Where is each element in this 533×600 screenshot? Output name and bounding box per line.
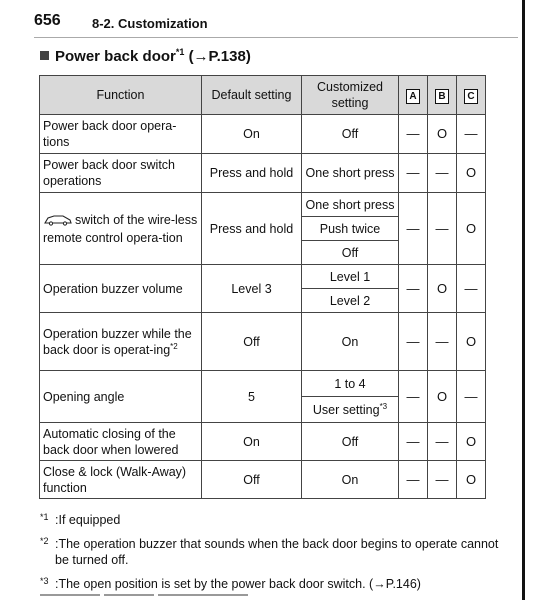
page-edge	[522, 0, 525, 600]
mark-a: —	[399, 371, 428, 423]
function-cell: Operation buzzer volume	[40, 265, 202, 313]
default-cell: Off	[202, 313, 302, 371]
section-reference[interactable]: (→P.138)	[188, 48, 251, 65]
header-customized	[302, 76, 399, 115]
page-number: 656	[34, 12, 61, 29]
custom-cell: Off	[302, 115, 399, 154]
section-footnote-mark: *1	[175, 47, 185, 57]
table-row	[40, 423, 486, 461]
custom-cell: One short press	[302, 154, 399, 193]
mark-a: —	[399, 115, 428, 154]
section-title	[40, 47, 251, 65]
mark-b: O	[428, 115, 457, 154]
header-default: Default setting	[202, 76, 302, 115]
box-letter-c: C	[464, 89, 478, 104]
function-cell: Automatic closing of the back door when lowered	[40, 423, 202, 461]
header-customized-line1: Customized	[317, 80, 383, 94]
mark-c: O	[457, 193, 486, 265]
table-row	[40, 371, 486, 397]
function-text: Operation buzzer while the back door is operat-ing	[43, 326, 192, 357]
footnote-mark: *1	[40, 512, 49, 522]
box-letter-a: A	[406, 89, 420, 104]
custom-cell: Off	[302, 423, 399, 461]
custom-cell: Off	[302, 241, 399, 265]
footnotes	[40, 512, 510, 600]
section-title-text: Power back door	[55, 48, 176, 65]
table-row	[40, 461, 486, 499]
custom-cell: 1 to 4	[302, 371, 399, 397]
settings-table	[39, 75, 486, 499]
custom-cell: Level 2	[302, 289, 399, 313]
function-cell: Power back door switch operations	[40, 154, 202, 193]
table-row	[40, 115, 486, 154]
footnote-1	[40, 512, 510, 528]
default-cell: Press and hold	[202, 193, 302, 265]
custom-cell: On	[302, 461, 399, 499]
table-row	[40, 154, 486, 193]
mark-a: —	[399, 265, 428, 313]
mark-a: —	[399, 423, 428, 461]
box-letter-b: B	[435, 89, 449, 104]
default-cell: Press and hold	[202, 154, 302, 193]
custom-cell	[302, 397, 399, 423]
mark-a: —	[399, 154, 428, 193]
square-bullet-icon	[40, 51, 49, 60]
function-cell: Power back door opera-tions	[40, 115, 202, 154]
mark-a: —	[399, 193, 428, 265]
footnote-text: :The open position is set by the power back door switch. (→P.146)	[55, 577, 421, 591]
header-a	[399, 76, 428, 115]
table-row	[40, 265, 486, 289]
mark-b: —	[428, 423, 457, 461]
default-cell: Level 3	[202, 265, 302, 313]
function-cell: Close & lock (Walk-Away) function	[40, 461, 202, 499]
custom-cell: Push twice	[302, 217, 399, 241]
custom-cell: On	[302, 313, 399, 371]
function-cell	[40, 313, 202, 371]
mark-a: —	[399, 461, 428, 499]
footnote-mark: *3	[379, 401, 388, 411]
table-row	[40, 313, 486, 371]
footnote-mark: *3	[40, 576, 49, 586]
table-header-row	[40, 76, 486, 115]
footnote-text: :The operation buzzer that sounds when the back door begins to operate cannot be turned off.	[55, 537, 499, 567]
mark-a: —	[399, 313, 428, 371]
mark-b: —	[428, 313, 457, 371]
car-key-icon	[43, 214, 73, 230]
mark-b: —	[428, 193, 457, 265]
header-function: Function	[40, 76, 202, 115]
default-cell: 5	[202, 371, 302, 423]
custom-cell: Level 1	[302, 265, 399, 289]
mark-b: —	[428, 154, 457, 193]
mark-b: O	[428, 371, 457, 423]
custom-cell: One short press	[302, 193, 399, 217]
custom-text: User setting	[312, 402, 380, 417]
function-text: switch of the wire-less remote control opera-tion	[43, 212, 198, 245]
mark-b: O	[428, 265, 457, 313]
footnote-2	[40, 536, 510, 568]
cut-off-text-line	[40, 594, 340, 600]
mark-c: O	[457, 423, 486, 461]
header-rule	[34, 37, 518, 38]
function-cell: Opening angle	[40, 371, 202, 423]
default-cell: On	[202, 115, 302, 154]
mark-c: O	[457, 461, 486, 499]
mark-b: —	[428, 461, 457, 499]
mark-c: —	[457, 115, 486, 154]
header-customized-line2: setting	[331, 96, 369, 110]
header-c	[457, 76, 486, 115]
table-row	[40, 193, 486, 217]
mark-c: —	[457, 371, 486, 423]
footnote-3	[40, 576, 510, 592]
footnote-text: :If equipped	[55, 513, 121, 527]
function-cell	[40, 193, 202, 265]
mark-c: O	[457, 313, 486, 371]
footnote-mark: *2	[40, 536, 49, 546]
default-cell: Off	[202, 461, 302, 499]
footnote-mark: *2	[170, 341, 178, 351]
header-b	[428, 76, 457, 115]
mark-c: —	[457, 265, 486, 313]
chapter-title: 8-2. Customization	[92, 16, 208, 31]
mark-c: O	[457, 154, 486, 193]
default-cell: On	[202, 423, 302, 461]
